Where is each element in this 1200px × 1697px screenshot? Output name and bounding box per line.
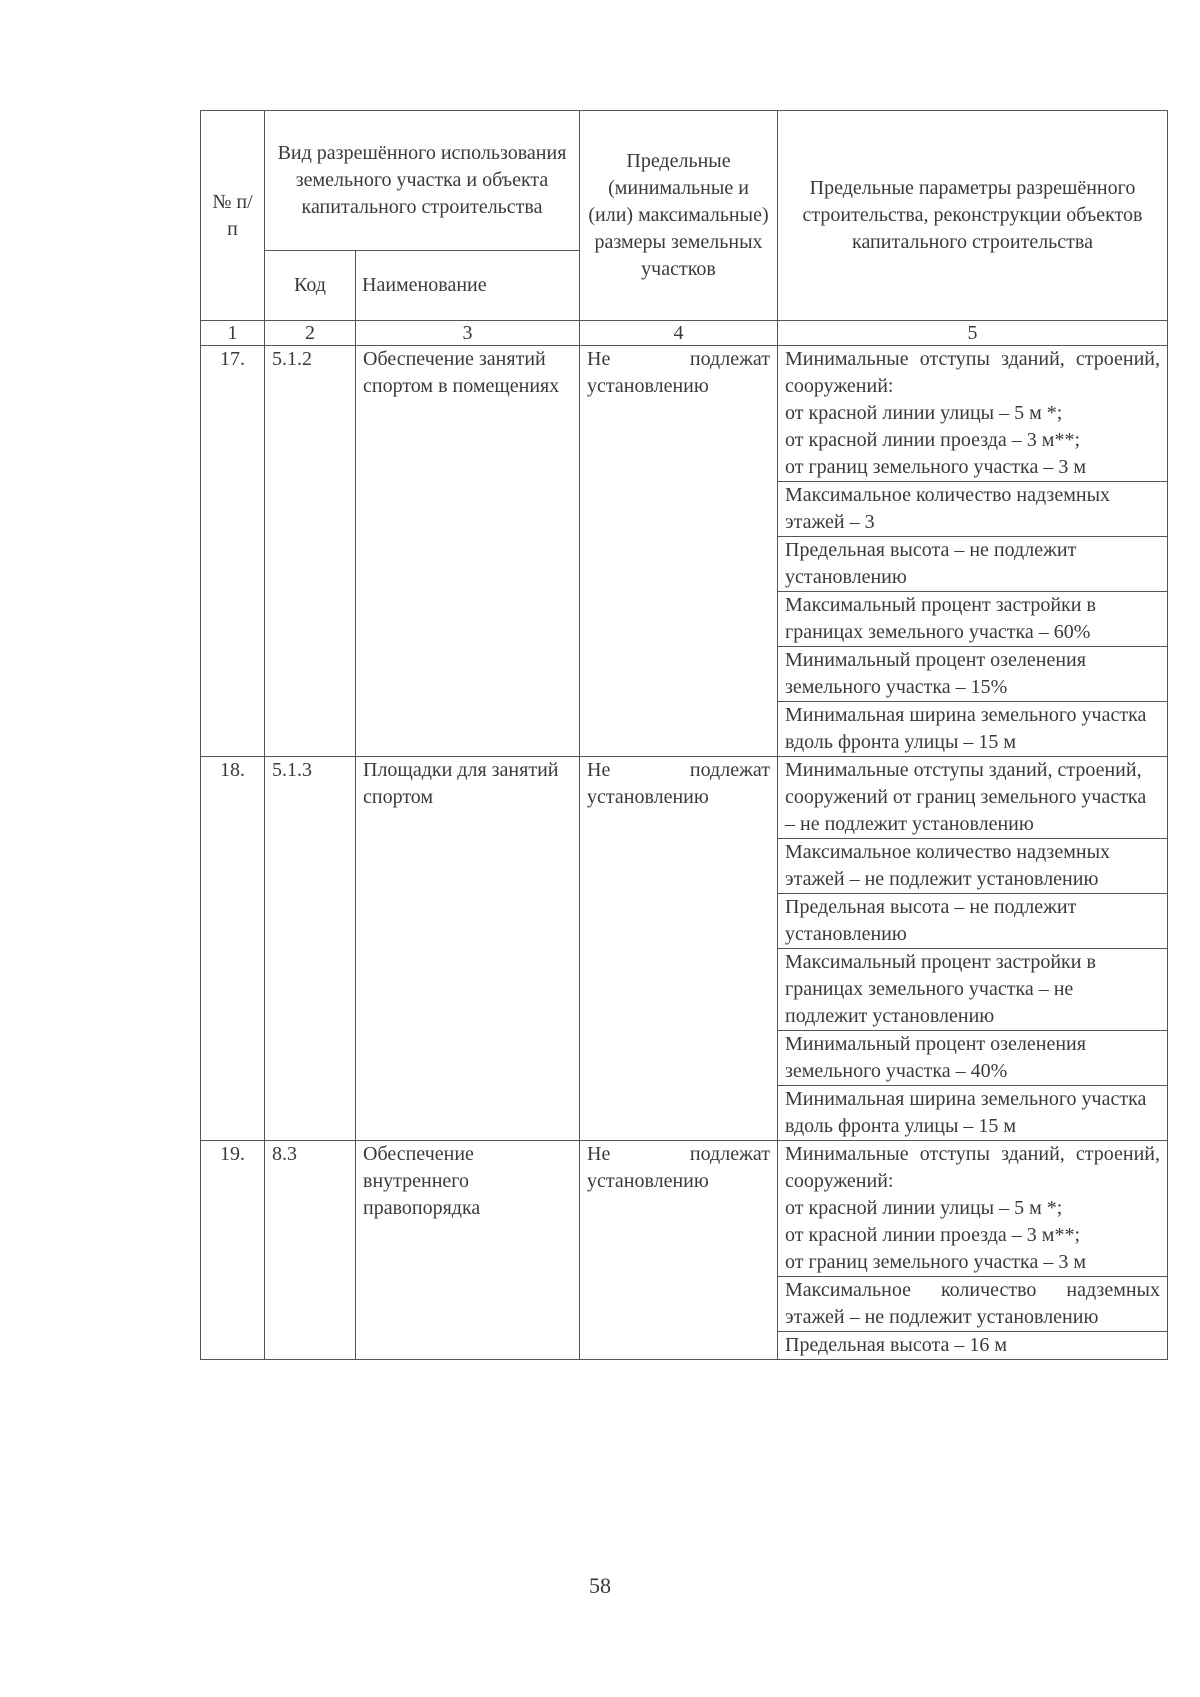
header-code: Код xyxy=(265,251,356,321)
parameter-line: от красной линии улицы – 5 м *; xyxy=(785,1197,1063,1219)
column-number: 5 xyxy=(778,321,1168,346)
parameter-item: Максимальный процент застройки в границах земельного участка – не подлежит установлению xyxy=(778,949,1167,1031)
row-code: 5.1.3 xyxy=(265,757,356,1141)
table-row xyxy=(201,346,1168,757)
parameter-item: Минимальный процент озеленения земельного участка – 40% xyxy=(778,1031,1167,1086)
parameter-line: от границ земельного участка – 3 м xyxy=(785,1251,1086,1273)
parameter-line: от красной линии проезда – 3 м**; xyxy=(785,1224,1081,1246)
parameter-item: Минимальные отступы зданий, строений, сооружений от границ земельного участка – не подлежит установлению xyxy=(778,757,1167,839)
parameter-item: Минимальная ширина земельного участка вдоль фронта улицы – 15 м xyxy=(785,704,1147,753)
parameter-line: от красной линии улицы – 5 м *; xyxy=(785,402,1063,424)
row-code: 8.3 xyxy=(265,1141,356,1360)
row-number: 17. xyxy=(201,346,265,757)
column-number: 2 xyxy=(265,321,356,346)
parameter-item xyxy=(778,346,1167,482)
parameter-item: Максимальное количество надземных этажей – не подлежит установлению xyxy=(778,839,1167,894)
row-number: 19. xyxy=(201,1141,265,1360)
parameter-line: от красной линии проезда – 3 м**; xyxy=(785,429,1081,451)
column-number: 4 xyxy=(580,321,778,346)
row-parameters xyxy=(778,346,1168,757)
parameter-item: Минимальная ширина земельного участка вдоль фронта улицы – 15 м xyxy=(785,1088,1147,1137)
regulations-table xyxy=(200,110,1168,1360)
row-use-name: Обеспечение занятий спортом в помещениях xyxy=(356,346,580,757)
parameter-item: Максимальное количество надземных этажей – не подлежит установлению xyxy=(778,1277,1167,1332)
row-plot-size: Не подлежат установлению xyxy=(580,757,778,1141)
parameter-item: Предельная высота – не подлежит установлению xyxy=(778,537,1167,592)
header-name: Наименование xyxy=(356,251,580,321)
row-plot-size: Не подлежат установлению xyxy=(580,1141,778,1360)
row-parameters xyxy=(778,1141,1168,1360)
table-row xyxy=(201,757,1168,1141)
parameter-item: Предельная высота – не подлежит установлению xyxy=(778,894,1167,949)
parameter-line: Минимальные отступы зданий, строений, сооружений: xyxy=(785,348,1160,397)
column-number: 1 xyxy=(201,321,265,346)
row-number: 18. xyxy=(201,757,265,1141)
parameter-item: Максимальный процент застройки в границах земельного участка – 60% xyxy=(778,592,1167,647)
column-number: 3 xyxy=(356,321,580,346)
row-parameters xyxy=(778,757,1168,1141)
parameter-item: Предельная высота – 16 м xyxy=(785,1334,1008,1356)
parameter-line: от границ земельного участка – 3 м xyxy=(785,456,1086,478)
row-plot-size: Не подлежат установлению xyxy=(580,346,778,757)
header-plot-size: Предельные (минимальные и (или) максимальные) размеры земельных участков xyxy=(580,111,778,321)
parameter-line: Минимальные отступы зданий, строений, сооружений: xyxy=(785,1143,1160,1192)
header-number: № п/п xyxy=(201,111,265,321)
row-use-name: Обеспечение внутреннего правопорядка xyxy=(356,1141,580,1360)
table-row xyxy=(201,1141,1168,1360)
header-permitted-use: Вид разрешённого использования земельного участка и объекта капитального строительства xyxy=(265,111,580,251)
parameter-item: Минимальный процент озеленения земельного участка – 15% xyxy=(778,647,1167,702)
column-number-row xyxy=(201,321,1168,346)
parameter-item: Максимальное количество надземных этажей – 3 xyxy=(778,482,1167,537)
page-number: 58 xyxy=(589,1573,611,1598)
parameter-item xyxy=(778,1141,1167,1277)
row-code: 5.1.2 xyxy=(265,346,356,757)
header-parameters: Предельные параметры разрешённого строительства, реконструкции объектов капитального строительства xyxy=(778,111,1168,321)
row-use-name: Площадки для занятий спортом xyxy=(356,757,580,1141)
